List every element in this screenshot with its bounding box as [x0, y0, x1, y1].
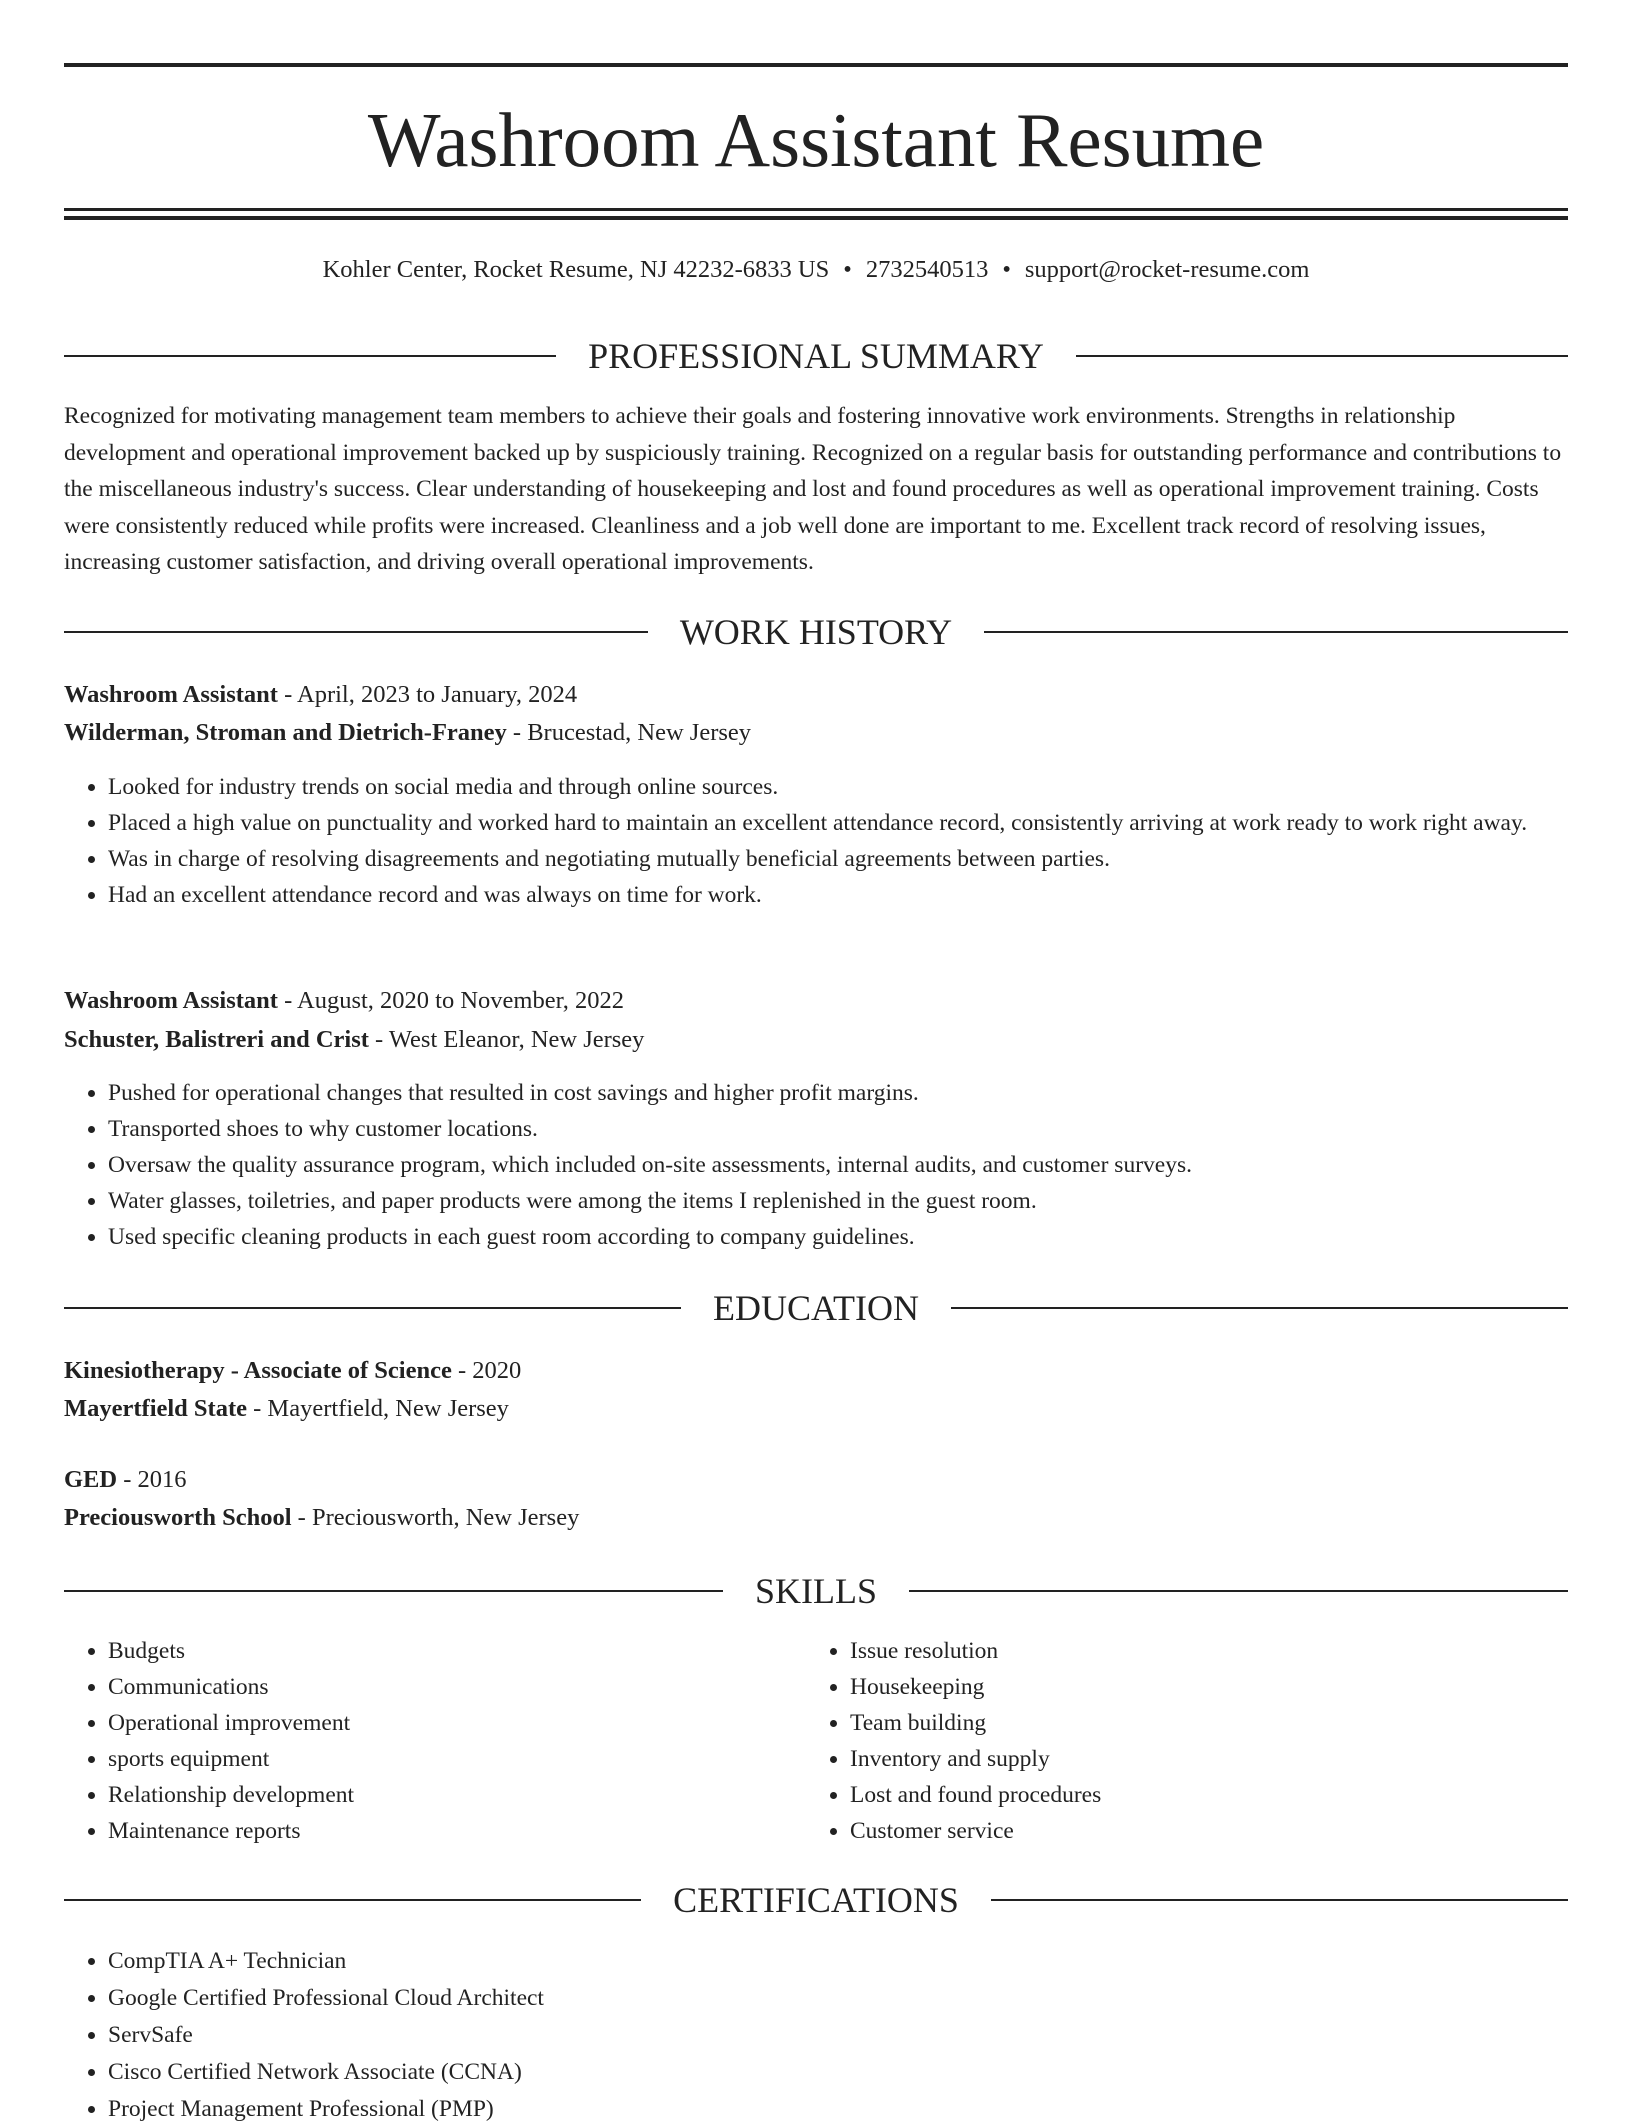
job-location: - West Eleanor, New Jersey	[368, 1026, 645, 1053]
job-bullet: • Had an excellent attendance record and was always on time for work.	[108, 877, 1568, 913]
education-location: - Preciousworth, New Jersey	[291, 1504, 580, 1531]
skill-item: • Maintenance reports	[108, 1813, 804, 1849]
certification-item: • Cisco Certified Network Associate (CCNA)	[108, 2054, 1568, 2091]
section-header-education	[64, 1286, 1568, 1330]
certification-item: • ServSafe	[108, 2017, 1568, 2054]
contact-email: support@rocket-resume.com	[1024, 256, 1310, 283]
skill-item: • Relationship development	[108, 1777, 804, 1813]
education-year: - 2020	[451, 1357, 522, 1384]
section-rule	[64, 631, 648, 633]
section-rule	[64, 1590, 723, 1592]
skill-item: • Inventory and supply	[850, 1741, 1546, 1777]
section-rule	[64, 1307, 681, 1309]
job-bullet: • Placed a high value on punctuality and worked hard to maintain an excellent attendance record, consistently arriving at work ready to work right away.	[108, 805, 1568, 841]
skill-item: • Communications	[108, 1669, 804, 1705]
section-rule	[909, 1590, 1568, 1592]
job-bullet: • Oversaw the quality assurance program, which included on-site assessments, internal audits, and customer surveys.	[108, 1147, 1568, 1183]
skill-item: • Lost and found procedures	[850, 1777, 1546, 1813]
contact-separator: •	[843, 256, 852, 283]
skills-list-left	[64, 1633, 804, 1849]
section-rule	[64, 1899, 641, 1901]
title-rule-upper	[64, 208, 1568, 211]
section-header-skills	[64, 1569, 1568, 1613]
section-header-certifications	[64, 1878, 1568, 1922]
job-bullet: • Pushed for operational changes that resulted in cost savings and higher profit margins.	[108, 1075, 1568, 1111]
contact-phone: 2732540513	[865, 256, 989, 283]
education-degree-line	[64, 1462, 1568, 1498]
job-company-line	[64, 715, 1568, 751]
skill-item: • Issue resolution	[850, 1633, 1546, 1669]
contact-line	[64, 253, 1568, 287]
job-dates: - August, 2020 to November, 2022	[277, 987, 625, 1014]
education-year: - 2016	[117, 1466, 187, 1493]
section-title-education: EDUCATION	[713, 1288, 919, 1328]
certification-item: • CompTIA A+ Technician	[108, 1943, 1568, 1980]
job-company-line	[64, 1022, 1568, 1058]
title-rule-lower	[64, 216, 1568, 220]
certifications-list	[64, 1943, 1568, 2128]
job-bullet: • Was in charge of resolving disagreements and negotiating mutually beneficial agreements between parties.	[108, 841, 1568, 877]
section-rule	[984, 631, 1568, 633]
skill-item: • Budgets	[108, 1633, 804, 1669]
education-degree-line	[64, 1353, 1568, 1389]
summary-paragraph: Recognized for motivating management team members to achieve their goals and fostering innovative work environments. Strengths in relationship development and operational improvement backed up by suspiciously training. Recognized on a regular basis for outstanding performance and contributions to the miscellaneous industry's success. Clear understanding of housekeeping and lost and found procedures as well as operational improvement training. Costs were consistently reduced while profits were increased. Cleanliness and a job well done are important to me. Excellent track record of resolving issues, increasing customer satisfaction, and driving overall operational improvements.	[64, 403, 1562, 575]
job-bullet: • Looked for industry trends on social media and through online sources.	[108, 769, 1568, 805]
top-rule	[64, 63, 1568, 67]
job-bullet: • Water glasses, toiletries, and paper products were among the items I replenished in the guest room.	[108, 1183, 1568, 1219]
skill-item: • Team building	[850, 1705, 1546, 1741]
job-bullets	[64, 769, 1568, 913]
skills-list-right	[806, 1633, 1546, 1849]
skill-item: • Operational improvement	[108, 1705, 804, 1741]
job-title: Washroom Assistant	[64, 681, 278, 708]
section-title-work: WORK HISTORY	[679, 612, 953, 652]
job-title-line	[64, 983, 1568, 1019]
section-header-work	[64, 610, 1568, 654]
section-title-certifications: CERTIFICATIONS	[673, 1880, 959, 1920]
section-rule	[1076, 355, 1568, 357]
education-school: Mayertfield State	[64, 1395, 247, 1422]
job-bullet: • Used specific cleaning products in each guest room according to company guidelines.	[108, 1219, 1568, 1255]
section-rule	[991, 1899, 1568, 1901]
education-school: Preciousworth School	[64, 1504, 292, 1531]
section-header-summary	[64, 334, 1568, 378]
skill-item: • Housekeeping	[850, 1669, 1546, 1705]
job-company: Schuster, Balistreri and Crist	[64, 1026, 369, 1053]
section-title-summary: PROFESSIONAL SUMMARY	[588, 336, 1044, 376]
job-title: Washroom Assistant	[64, 987, 278, 1014]
section-title-skills: SKILLS	[755, 1571, 878, 1611]
job-title-line	[64, 677, 1568, 713]
section-rule	[64, 355, 556, 357]
education-school-line	[64, 1391, 1568, 1427]
skill-item: • sports equipment	[108, 1741, 804, 1777]
contact-address: Kohler Center, Rocket Resume, NJ 42232-6833 US	[322, 256, 830, 283]
education-degree: GED	[64, 1466, 118, 1493]
job-dates: - April, 2023 to January, 2024	[277, 681, 578, 708]
certification-item: • Project Management Professional (PMP)	[108, 2091, 1568, 2128]
job-bullets	[64, 1075, 1568, 1255]
job-location: - Brucestad, New Jersey	[506, 719, 752, 746]
education-degree: Kinesiotherapy - Associate of Science	[64, 1357, 452, 1384]
education-school-line	[64, 1500, 1568, 1536]
contact-separator: •	[1002, 256, 1011, 283]
resume-title: Washroom Assistant Resume	[367, 97, 1265, 183]
certification-item: • Google Certified Professional Cloud Architect	[108, 1980, 1568, 2017]
education-location: - Mayertfield, New Jersey	[247, 1395, 509, 1422]
job-company: Wilderman, Stroman and Dietrich-Franey	[64, 719, 507, 746]
section-rule	[951, 1307, 1568, 1309]
job-bullet: • Transported shoes to why customer locations.	[108, 1111, 1568, 1147]
skill-item: • Customer service	[850, 1813, 1546, 1849]
